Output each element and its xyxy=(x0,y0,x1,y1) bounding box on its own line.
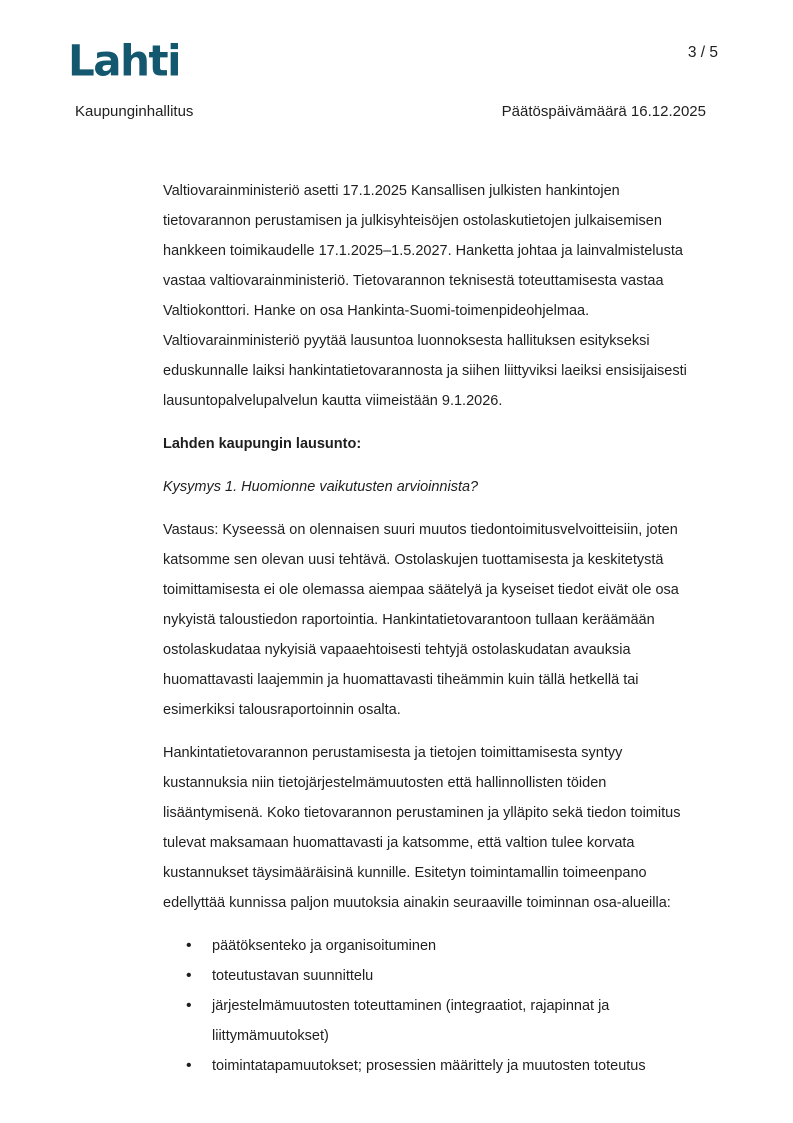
list-item: • toimintatapamuutokset; prosessien määrittely ja muutosten toteutus xyxy=(212,1051,708,1081)
paragraph-answer: Vastaus: Kyseessä on olennaisen suuri muutos tiedontoimitusvelvoitteisiin, joten katsomme sen olevan uusi tehtävä. Ostolaskujen tuottamisesta ja keskitetystä toimittamisesta ei ole olemassa aiempaa säätelyä ja kyseiset tiedot eivät ole osa nykyistä taloustiedon raportointia. Hankintatietovarantoon tullaan keräämään ostolaskudataa nykyisiä vapaaehtoisesti tehtyjä ostolaskudatan avauksia huomattavasti laajemmin ja huomattavasti tiheämmin kuin tällä hetkellä tai esimerkiksi talousraportoinnin osalta. xyxy=(163,522,679,718)
page-number: 3 / 5 xyxy=(687,44,718,61)
section-heading: Lahden kaupungin lausunto: xyxy=(163,436,362,452)
page-header xyxy=(68,35,718,86)
list-item: • päätöksenteko ja organisoituminen xyxy=(212,931,708,961)
decision-date: Päätöspäivämäärä 16.12.2025 xyxy=(501,103,706,120)
document-meta-row xyxy=(75,103,706,120)
document-body xyxy=(163,176,708,1081)
organization-name: Kaupunginhallitus xyxy=(75,103,194,120)
question-1: Kysymys 1. Huomionne vaikutusten arvioinnista? xyxy=(163,479,479,495)
paragraph-intro: Valtiovarainministeriö asetti 17.1.2025 Kansallisen julkisten hankintojen tietovarannon perustamisen ja julkisyhteisöjen ostolaskutietojen julkaisemisen hankkeen toimikaudelle 17.1.2025–1.5.2027. Hanketta johtaa ja lainvalmistelusta vastaa valtiovarainministeriö. Tietovarannon teknisestä toteuttamisesta vastaa Valtiokonttori. Hanke on osa Hankinta-Suomi-toimenpideohjelmaa. Valtiovarainministeriö pyytää lausuntoa luonnoksesta hallituksen esitykseksi eduskunnalle laiksi hankintatietovarannosta ja siihen liittyviksi laeiksi ensisijaisesti lausuntopalvelupalvelun kautta viimeistään 9.1.2026. xyxy=(163,183,687,409)
lahti-logo: Lahti xyxy=(68,35,180,86)
list-item: • toteutustavan suunnittelu xyxy=(212,961,708,991)
paragraph-costs: Hankintatietovarannon perustamisesta ja tietojen toimittamisesta syntyy kustannuksia niin tietojärjestelmämuutosten että hallinnollisten töiden lisääntymisenä. Koko tietovarannon perustaminen ja ylläpito sekä tiedon toimitus tulevat maksamaan huomattavasti ja katsomme, että valtion tulee korvata kustannukset täysimääräisinä kunnille. Esitetyn toimintamallin toimeenpano edellyttää kunnissa paljon muutoksia ainakin seuraaville toiminnan osa-alueilla: xyxy=(163,745,681,911)
list-item: • järjestelmämuutosten toteuttaminen (integraatiot, rajapinnat ja liittymämuutokset) xyxy=(212,991,708,1051)
change-areas-list xyxy=(163,931,708,1081)
